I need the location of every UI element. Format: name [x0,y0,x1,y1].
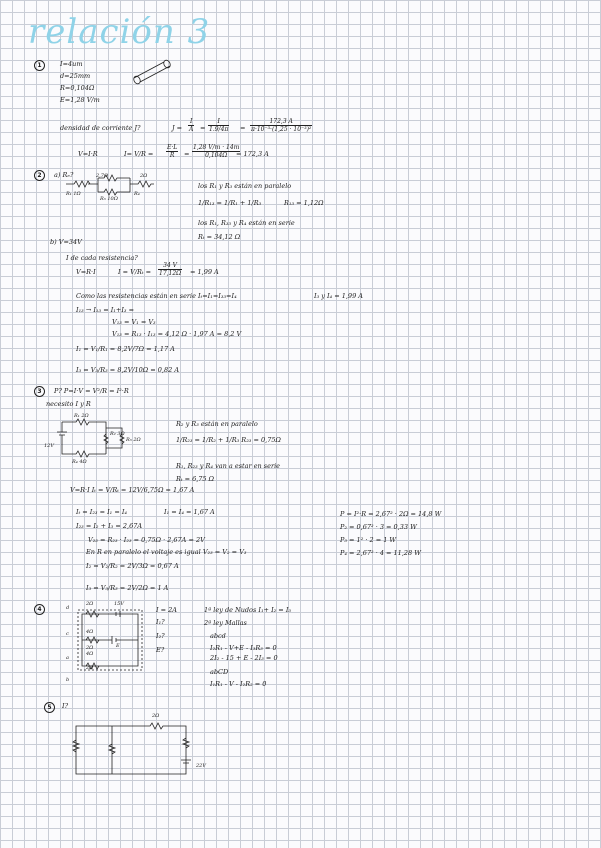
p1-eq-sign-2: = [240,124,246,132]
p4-eq-2: 2I₂ - 15 + E - 2I₃ = 0 [210,654,278,662]
p4-ask-i2: I₂? [156,632,165,640]
p2-i13-line: I₁₃ → I₁₃ = I₁+I₃ = [76,306,135,314]
p3-question: P? P=I·V = V²/R = I²·R [54,387,129,395]
p3-r-bottom: R₄ 4Ω [72,459,87,465]
p3-pt: P = I²·R = 2,67² · 2Ω = 14,8 W [340,510,442,518]
p2-i-value: = 1,99 A [190,268,219,276]
p4-abcd-2: abCD [210,668,229,676]
p2-i3-line: I₃ = V₃/R₃ = 8,2V/10Ω = 0,82 A [76,366,180,374]
p1-ohm-law: V=I·R [78,150,98,158]
p3-p2: P₂ = 0,67² · 3 = 0,33 W [340,523,417,531]
p2-i1-line: I₁ = V₁/R₁ = 8,2V/7Ω = 1,17 A [76,345,175,353]
p2-r-left: R₁ 1Ω [66,191,81,197]
p2-parallel-eq: 1/R₁₃ = 1/R₁ + 1/R₃ [198,199,262,207]
p1-density-label: densidad de corriente J? [60,124,141,132]
p2-series-result: Rₜ = 34,12 Ω [198,233,241,241]
p2-r-right: R₄ [134,191,140,197]
problem-1-number: 1 [34,60,45,71]
p3-i-chain: Iₜ = I₂₃ = I₁ = I₄ [76,508,128,516]
p3-parallel-text: R₂ y R₃ están en paralelo [176,420,258,428]
p4-law-2: 2ª ley Mallas [204,619,247,627]
page-title: relación 3 [28,12,211,52]
p3-r-mid: R₂ 3Ω [110,431,125,437]
problem-3-number: 3 [34,386,45,397]
p1-frac-4: $\frac{E\cdot L}{R}$ [167,144,178,159]
p1-given-2: d=25mm [60,72,91,80]
p4-eq-3: I₁R₁ - V - I₂R₂ = 0 [210,680,267,688]
p3-v23: V₂₃ = R₂₃ · I₂₃ = 0,75Ω · 2,67A = 2V [88,536,205,544]
p4-node-b: b [66,677,70,683]
p2-i4-note: I₃ y I₄ = 1,99 A [314,292,363,300]
p2-series-text: los R₁, R₃₃ y R₄ están en serie [198,219,295,227]
p3-series-text: R₁, R₂₃ y R₄ van a estar en serie [176,462,281,470]
p3-p4: P₄ = 2,67² · 4 = 11,28 W [340,549,421,557]
p4-label-2ohm-mid: 2Ω [86,645,94,651]
p2-i-eq-label: I = V/Rₜ = [118,268,152,276]
p2-v-eq: V=R·I [76,268,96,276]
p2-a-label: a) Rₑ? [54,171,74,179]
p2-parallel-result: R₁₃ = 1,12Ω [284,199,324,207]
p3-r-right: R₃ 2Ω [126,437,141,443]
p3-parallel-eq: 1/R₂₃ = 1/R₂ + 1/R₃ R₂₃ = 0,75Ω [176,436,281,444]
p3-i1: I₁ = I₄ = 1,67 A [164,508,215,516]
p4-node-a: a [66,655,69,661]
p3-r-top: R₁ 2Ω [74,413,89,419]
p4-law-1: 1ª ley de Nudos I₁+ I₂ = I₃ [204,606,291,614]
p4-ask-e: E? [156,646,165,654]
p5-question: I? [62,702,69,710]
p2-parallel-text: los R₁ y R₃ están en paralelo [198,182,292,190]
wire-cylinder-drawing [128,58,174,84]
p4-abcd: abcd [210,632,226,640]
p5-circuit-diagram [70,714,192,780]
p2-v13-b: V₁₃ = R₁₃ · I₁₃ = 4,12 Ω · 1,97 A = 8,2 V [112,330,242,338]
p1-result: = 172,3 A [236,150,269,158]
p4-ask-i: I = 2A [156,606,177,614]
p3-i2: I₂ = V₂/R₂ = 2V/3Ω = 0,67 A [86,562,179,570]
p1-frac-5: $\frac{1,28 V/m \cdot 14m}{0,104\Omega}$ [193,144,240,159]
p4-label-15v: 15V [114,601,124,607]
p2-r-bottom: R₃ 10Ω [100,196,118,202]
p2-v13-a: V₁₃ = V₁ = V₃ [112,318,156,326]
p2-series-note: Como las resistencias están en serie Iₜ=I₁=I₃₃=I₄ [76,292,237,300]
p1-frac-3: $\frac{172,3 A}{\text{π·10⁻³·(1,25 · 10⁻³)²}}$ [251,118,312,133]
p3-p3: P₃ = 1² · 2 = 1 W [340,536,397,544]
problem-5-number: 5 [44,702,55,713]
p5-v-source: 22V [196,763,206,769]
p2-r-top-2: 2Ω [140,173,148,179]
p4-label-2ohm-bot: 2Ω [86,665,94,671]
p1-eq-sign-3: = [184,150,190,158]
p4-ask-i1: I₁? [156,618,165,626]
p4-node-d: d [66,605,70,611]
p3-it: V=R·I Iₜ = V/Rₜ = 12V/6,75Ω = 1,67 A [70,486,195,494]
p2-i-frac: $\frac{34 V}{17,12\Omega}$ [159,262,182,277]
p5-r-top: 2Ω [152,713,160,719]
problem-2-number: 2 [34,170,45,181]
p4-label-e: E [116,643,120,649]
p1-given-3: R=0,104Ω [60,84,95,92]
p2-r-top-1: 2,7Ω [96,173,109,179]
p1-frac-1: $\frac{I}{A}$ [189,118,194,133]
p3-v-source: 12V [44,443,54,449]
p1-given-1: I=4um [60,60,83,68]
p1-eq-sign: = [200,124,206,132]
p3-need: necesito I y R [46,400,91,408]
p1-given-4: E=1,28 V/m [60,96,100,104]
p2-each-res: I de cada resistencia? [66,254,138,262]
p3-rt: Rₜ = 6,75 Ω [176,475,215,483]
p4-circuit-diagram [72,604,152,676]
p1-j-eq: J = [172,124,183,132]
p3-i23: I₂₃ = I₂ + I₃ = 2,67A [76,522,143,530]
p3-v-note: En R en paralelo el voltaje es igual V₂₃ = V₂ = V₃ [86,548,247,556]
p3-i3: I₃ = V₃/R₃ = 2V/2Ω = 1 A [86,584,169,592]
p1-i-eq: I= V/R = [124,150,154,158]
p4-label-4ohm-1: 4Ω [86,629,94,635]
problem-4-number: 4 [34,604,45,615]
p2-b-label: b) V=34V [50,238,82,246]
p4-label-4ohm-2: 4Ω [86,651,94,657]
p4-node-c: c [66,631,69,637]
p4-label-2ohm-top: 2Ω [86,601,94,607]
p4-eq-1: I₂R₁ - V+E - I₃R₃ = 0 [210,644,277,652]
p1-frac-2: $\frac{I}{1.9/4\pi}$ [209,118,229,133]
